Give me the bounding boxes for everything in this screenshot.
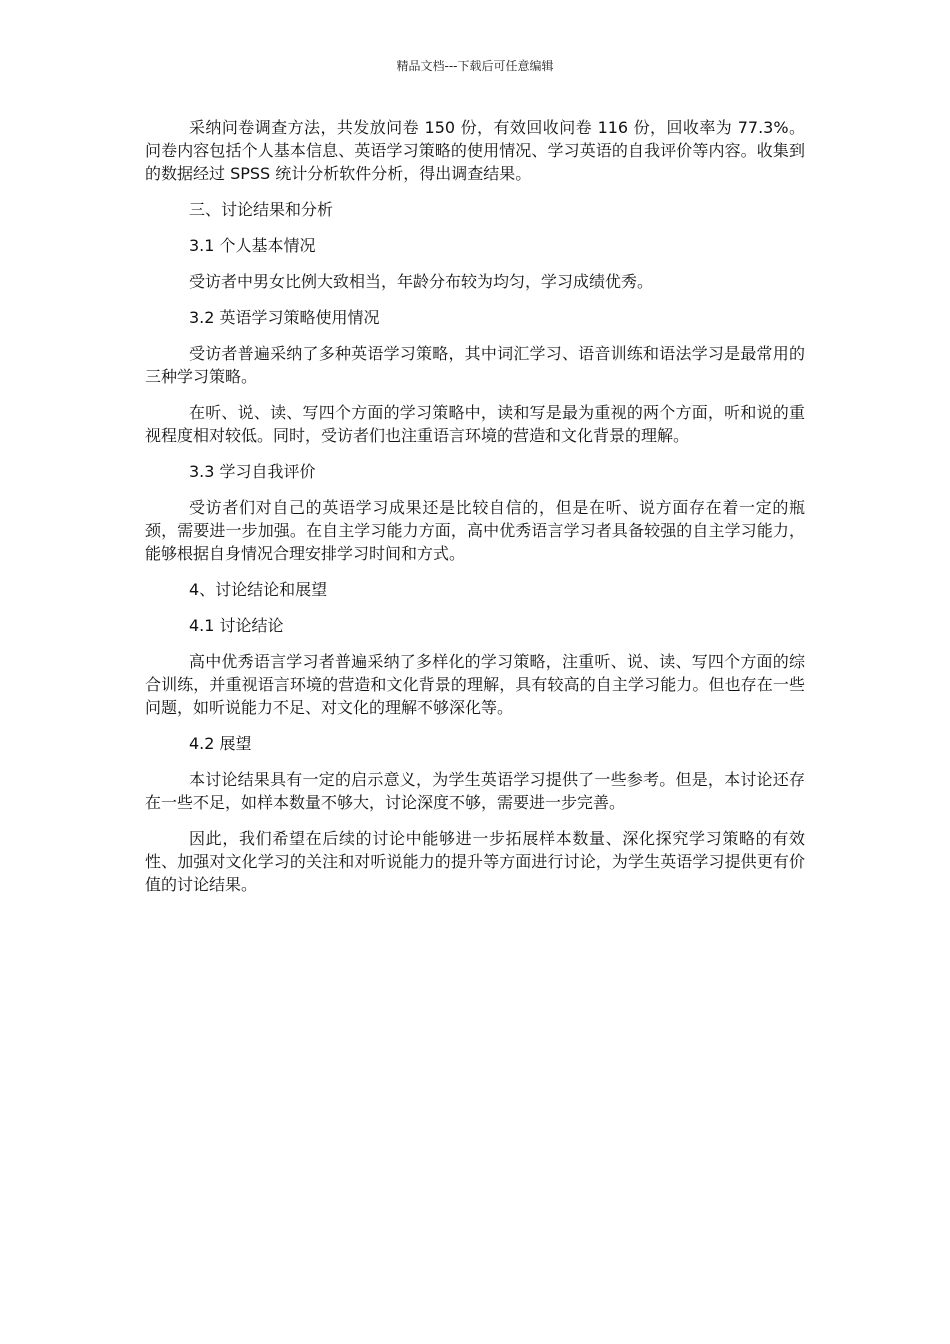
paragraph-conclusion: 高中优秀语言学习者普遍采纳了多样化的学习策略，注重听、说、读、写四个方面的综合训练，并重视语言环境的营造和文化背景的理解，具有较高的自主学习能力。但也存在一些问题，如听说能力不足、对文化的理解不够深化等。 [145,652,805,717]
heading-3-3: 3.3 学习自我评价 [189,462,316,481]
paragraph-four-skills: 在听、说、读、写四个方面的学习策略中，读和写是最为重视的两个方面，听和说的重视程度相对较低。同时，受访者们也注重语言环境的营造和文化背景的理解。 [145,403,805,445]
page-header: 精品文档---下载后可任意编辑 [396,59,554,73]
paragraph-method: 采纳问卷调查方法，共发放问卷 150 份，有效回收问卷 116 份，回收率为 77.3%。问卷内容包括个人基本信息、英语学习策略的使用情况、学习英语的自我评价等内容。收集到的数据经过 SPSS 统计分析软件分析，得出调查结果。 [145,118,805,183]
heading-4-2: 4.2 展望 [189,734,252,753]
paragraph-future-work: 因此，我们希望在后续的讨论中能够进一步拓展样本数量、深化探究学习策略的有效性、加强对文化学习的关注和对听说能力的提升等方面进行讨论，为学生英语学习提供更有价值的讨论结果。 [145,829,805,894]
paragraph-strategy-usage: 受访者普遍采纳了多种英语学习策略，其中词汇学习、语音训练和语法学习是最常用的三种学习策略。 [145,344,805,386]
heading-section-4: 4、讨论结论和展望 [189,580,328,599]
heading-section-3: 三、讨论结果和分析 [189,200,334,219]
document-body [145,116,805,909]
heading-3-1: 3.1 个人基本情况 [189,236,316,255]
paragraph-outlook: 本讨论结果具有一定的启示意义，为学生英语学习提供了一些参考。但是，本讨论还存在一些不足，如样本数量不够大，讨论深度不够，需要进一步完善。 [145,770,805,812]
paragraph-basic-info: 受访者中男女比例大致相当，年龄分布较为均匀，学习成绩优秀。 [189,272,654,291]
paragraph-self-evaluation: 受访者们对自己的英语学习成果还是比较自信的，但是在听、说方面存在着一定的瓶颈，需要进一步加强。在自主学习能力方面，高中优秀语言学习者具备较强的自主学习能力，能够根据自身情况合理安排学习时间和方式。 [145,498,805,563]
heading-3-2: 3.2 英语学习策略使用情况 [189,308,380,327]
heading-4-1: 4.1 讨论结论 [189,616,284,635]
